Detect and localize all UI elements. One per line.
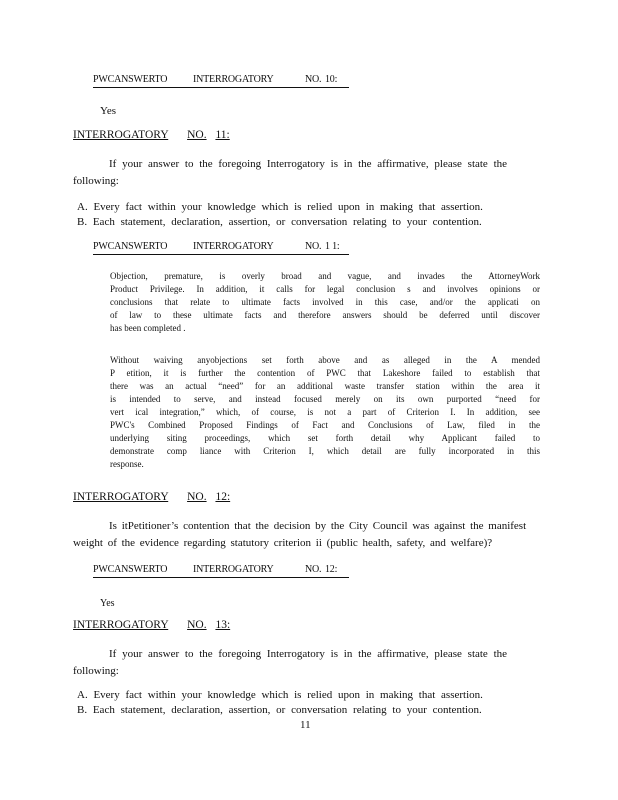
- list-item: B. Each statement, declaration, assertion, or conversation relating to your contention.: [77, 216, 482, 228]
- answer-label: INTERROGATORY: [193, 241, 274, 252]
- answer-prefix: PWCANSWERTO: [93, 241, 168, 252]
- heading-number: 11:: [215, 129, 230, 141]
- answer-heading-10: [93, 74, 349, 88]
- list-item: A. Every fact within your knowledge which is relied upon in making that assertion.: [77, 201, 483, 213]
- answer-yes: Yes: [100, 598, 115, 609]
- heading-no: NO.: [187, 491, 207, 503]
- answer-label: INTERROGATORY: [193, 74, 274, 85]
- page-number: 11: [300, 719, 311, 731]
- heading-no: NO.: [187, 129, 207, 141]
- response-line: there was an actual “need” for an additional waste transfer station within the area it: [110, 381, 540, 391]
- heading-number: 12:: [215, 491, 231, 503]
- response-line: demonstrate comp liance with Criterion I, which detail are fully incorporated in this: [110, 446, 540, 456]
- list-item: B. Each statement, declaration, assertion, or conversation relating to your contention.: [77, 704, 482, 716]
- answer-heading-12: [93, 564, 349, 578]
- question-line: weight of the evidence regarding statutory criterion ii (public health, safety, and welfare)?: [73, 537, 493, 549]
- response-paragraph: [110, 354, 540, 471]
- response-line: vert ical integration,” which, of course, is not a part of Criterion I. In addition, see: [110, 407, 540, 417]
- answer-yes: Yes: [100, 105, 117, 117]
- heading-label: INTERROGATORY: [73, 619, 169, 631]
- list-item: A. Every fact within your knowledge which is relied upon in making that assertion.: [77, 689, 483, 701]
- interrogatory-text-12: [73, 518, 553, 552]
- interrogatory-text-11: [73, 156, 543, 190]
- objection-line: Product Privilege. In addition, it calls for legal conclusion s and involves opinions or: [110, 284, 540, 294]
- response-line: underlying siting proceedings, which set forth detail why Applicant failed to: [110, 433, 540, 443]
- interrogatory-heading-13: [73, 619, 230, 631]
- intro-line: following:: [73, 175, 119, 187]
- response-line: PWC's Combined Proposed Findings of Fact and Conclusions of Law, filed in the: [110, 420, 540, 430]
- answer-prefix: PWCANSWERTO: [93, 564, 168, 575]
- heading-label: INTERROGATORY: [73, 129, 169, 141]
- question-line: Is itPetitioner’s contention that the decision by the City Council was against the manifest: [109, 520, 527, 532]
- answer-number: 1 1:: [325, 241, 340, 252]
- response-line: is intended to serve, and instead focused merely on its own purported “need for: [110, 394, 540, 404]
- intro-line: If your answer to the foregoing Interrogatory is in the affirmative, please state the: [109, 158, 508, 170]
- answer-number: 10:: [325, 74, 338, 85]
- heading-number: 13:: [215, 619, 231, 631]
- response-line: P etition, it is further the contention of PWC that Lakeshore failed to establish that: [110, 368, 540, 378]
- answer-prefix: PWCANSWERTO: [93, 74, 168, 85]
- answer-heading-11: [93, 241, 349, 255]
- answer-no: NO.: [305, 564, 322, 575]
- objection-paragraph: [110, 270, 540, 335]
- objection-line: has been completed .: [110, 323, 186, 333]
- intro-line: following:: [73, 665, 119, 677]
- answer-no: NO.: [305, 74, 322, 85]
- interrogatory-heading-11: [73, 129, 230, 141]
- heading-label: INTERROGATORY: [73, 491, 169, 503]
- answer-label: INTERROGATORY: [193, 564, 274, 575]
- heading-no: NO.: [187, 619, 207, 631]
- answer-no: NO.: [305, 241, 322, 252]
- response-line: Without waiving anyobjections set forth above and as alleged in the A mended: [110, 355, 540, 365]
- response-line: response.: [110, 459, 144, 469]
- interrogatory-text-13: [73, 646, 543, 680]
- objection-line: of law to these ultimate facts and therefore answers should be deferred until discover: [110, 310, 540, 320]
- intro-line: If your answer to the foregoing Interrogatory is in the affirmative, please state the: [109, 648, 508, 660]
- objection-line: Objection, premature, is overly broad and vague, and invades the AttorneyWork: [110, 271, 540, 281]
- answer-number: 12:: [325, 564, 338, 575]
- interrogatory-heading-12: [73, 491, 230, 503]
- objection-line: conclusions that relate to ultimate facts involved in this case, and/or the applicati on: [110, 297, 540, 307]
